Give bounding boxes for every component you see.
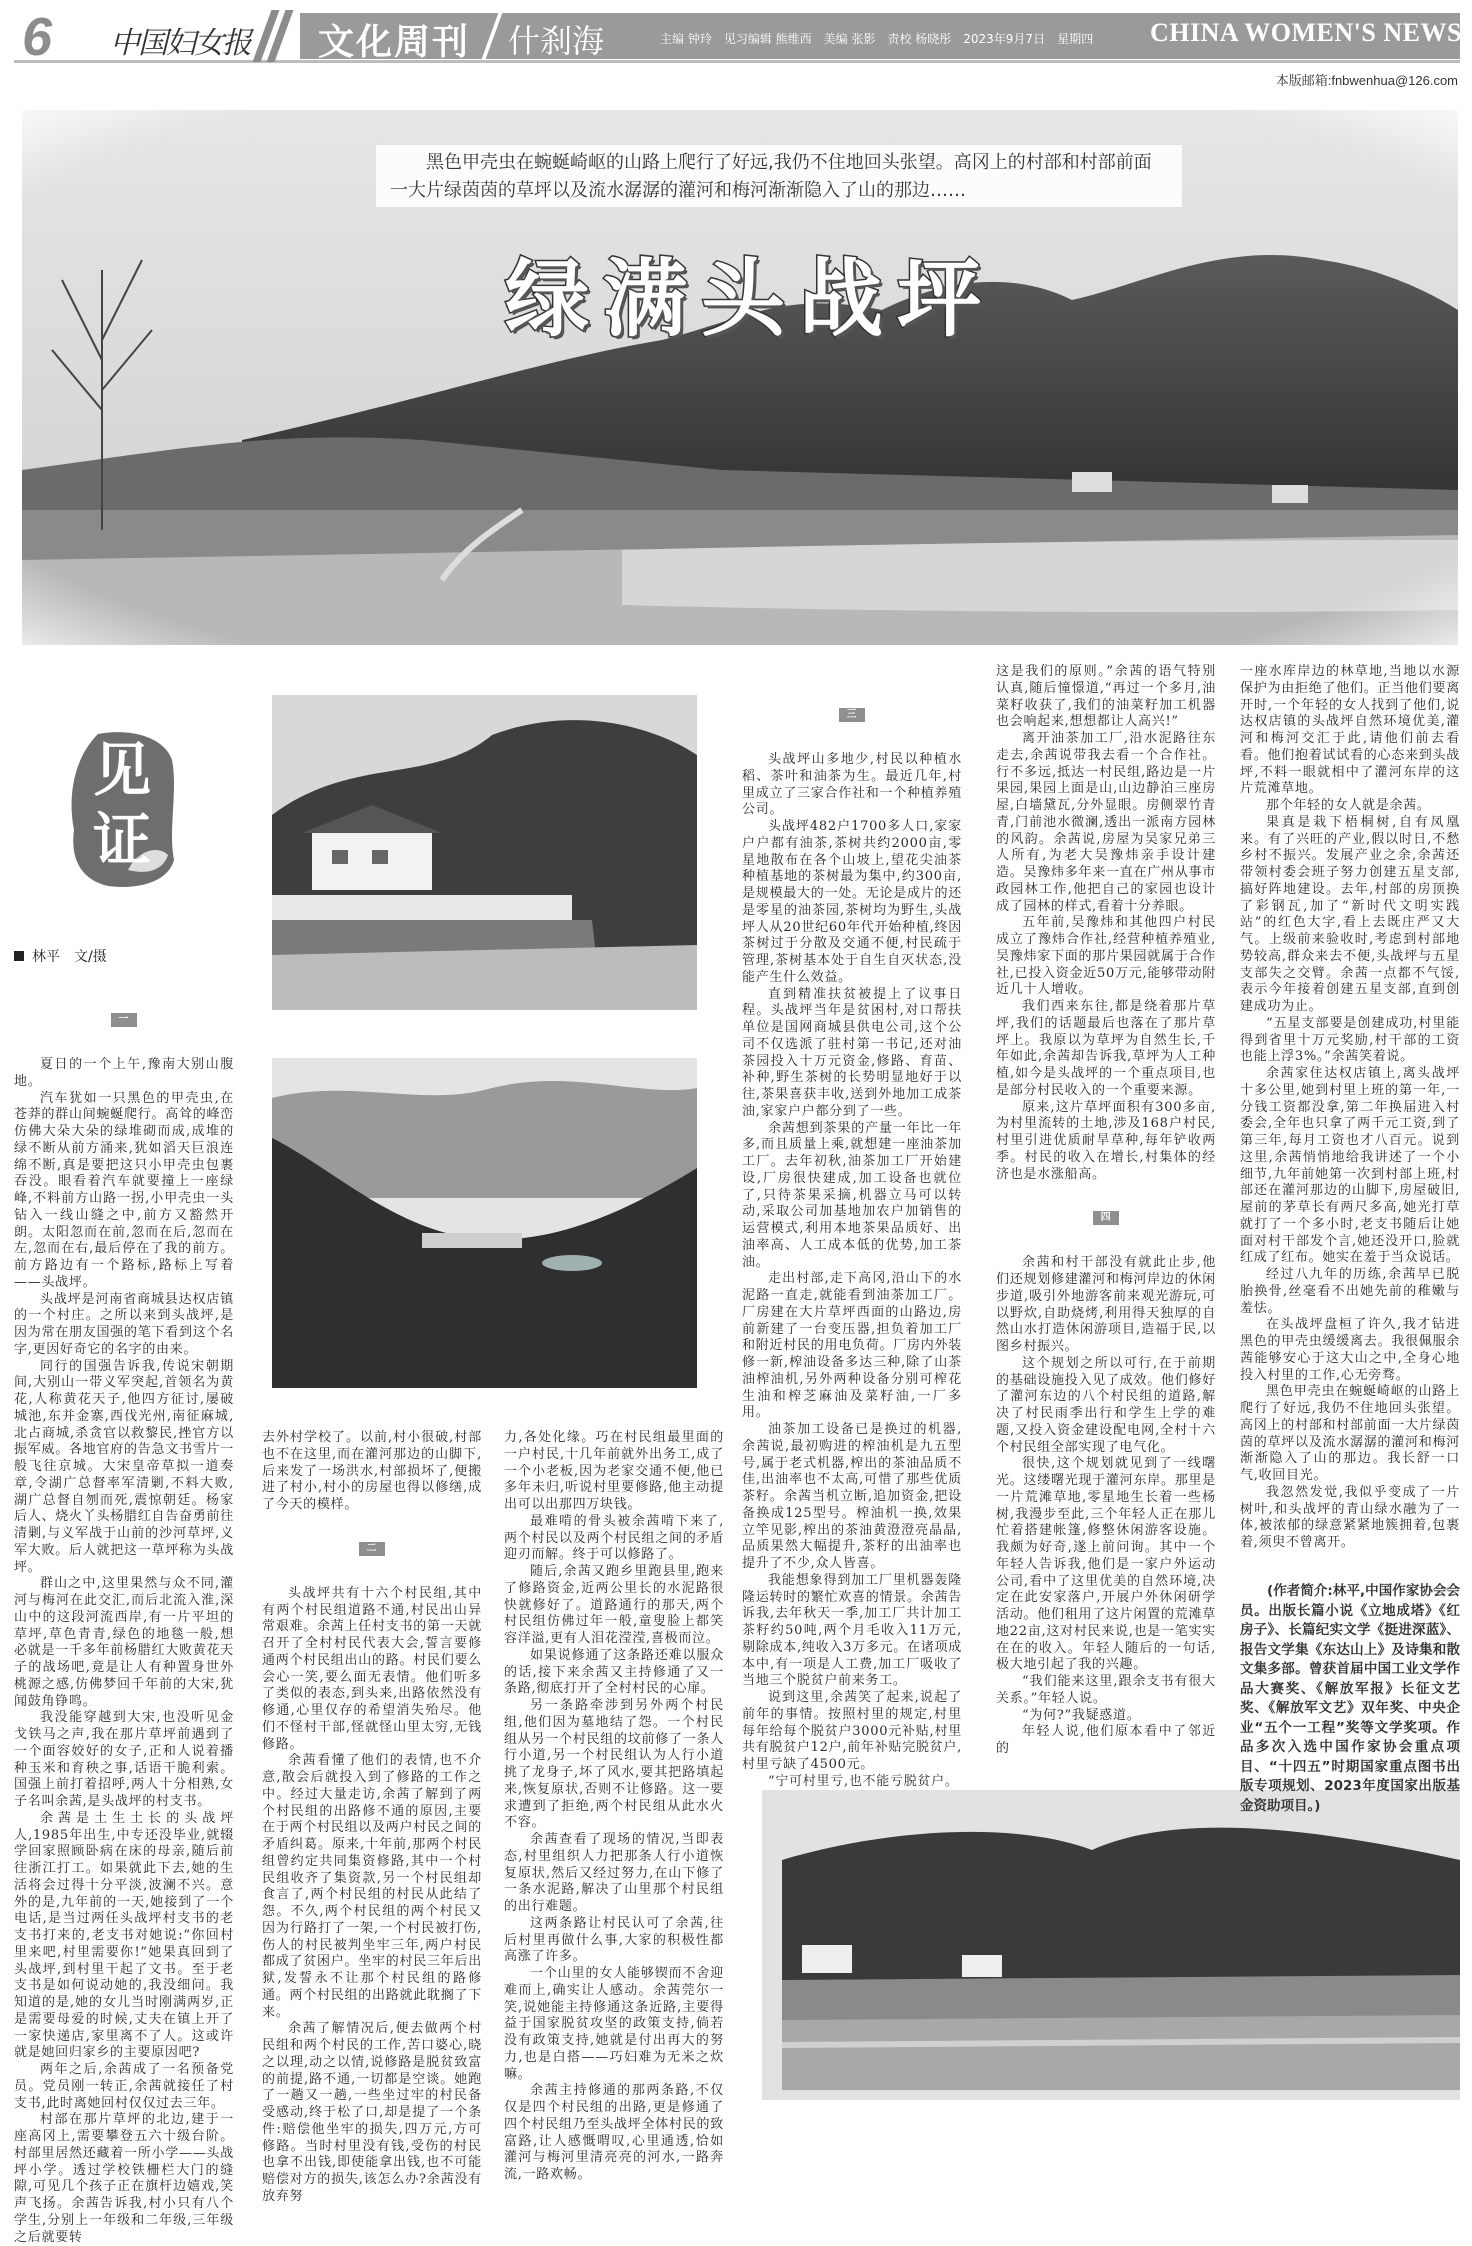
section-marker: 四 <box>1093 1211 1119 1225</box>
article-paragraph: 头战坪山多地少,村民以种植水稻、茶叶和油茶为生。最近几年,村里成立了三家合作社和一个种植养殖公司。 <box>742 752 962 818</box>
article-paragraph: 夏日的一个上午,豫南大别山腹地。 <box>14 1057 234 1089</box>
article-column-2 <box>262 1430 482 2204</box>
article-paragraph: 两年之后,余茜成了一名预备党员。党员刚一转正,余茜就接任了村支书,此时离她回村仅仅过去三年。 <box>14 2062 234 2111</box>
section-marker-wrap <box>996 1183 1216 1255</box>
article-paragraph: 很快,这个规划就见到了一线曙光。这缕曙光现于灌河东岸。那里是一片荒滩草地,零星地生长着一些杨树,我漫步至此,三个年轻人正在那儿忙着搭建帐篷,修整休闲游客设施。我颇为好奇,遂上前问询。其中一个年轻人告诉我,他们是一家户外运动公司,看中了这里优美的自然环境,决定在此安家落户,开展户外休闲研学活动。他们租用了这片闲置的荒滩草地22亩,这对村民来说,也是一笔实实在在的收入。年轻人随后的一句话,极大地引起了我的兴趣。 <box>996 1456 1216 1673</box>
mountain-valley-photo <box>272 1058 697 1388</box>
article-paragraph: 我忽然发觉,我似乎变成了一片树叶,和头战坪的青山绿水融为了一体,被浓郁的绿意紧紧地簇拥着,包裹着,须臾不曾离开。 <box>1240 1484 1460 1550</box>
article-paragraph: 我能想象得到加工厂里机器轰隆隆运转时的繁忙欢喜的情景。余茜告诉我,去年秋天一季,加工厂共计加工茶籽约50吨,两个月毛收入11万元,剔除成本,纯收入3万多元。在诸项成本中,有一项是人工费,加工厂吸收了当地三个脱贫户前来务工。 <box>742 1572 962 1689</box>
article-paragraph: 走出村部,走下高冈,沿山下的水泥路一直走,就能看到油茶加工厂。厂房建在大片草坪西面的山路边,房前新建了一台变压器,担负着加工厂和附近村民的用电负荷。厂房内外装修一新,榨油设备多达三种,除了山茶油榨油机,另外两种设备分别可榨花生油和榨芝麻油及菜籽油,一厂多用。 <box>742 1271 962 1421</box>
section-title: 文化周刊 <box>318 22 471 63</box>
article-paragraph: “宁可村里亏,也不能亏脱贫户。 <box>768 1773 959 1789</box>
article-column-3 <box>504 1430 724 2182</box>
article-paragraph: 去外村学校了。以前,村小很破,村部也不在这里,而在灌河那边的山脚下,后来发了一场洪水,村部损坏了,便搬进了村小,村小的房屋也得以修缮,成了今天的模样。 <box>262 1430 482 1512</box>
article-paragraph: 余茜想到茶果的产量一年比一年多,而且质量上乘,就想建一座油茶加工厂。去年初秋,油茶加工厂开始建设,厂房很快建成,加工设备也就位了,只待茶果采摘,机器立马可以转动,采取公司加基地加农户加销售的运营模式,利用本地茶果品质好、出油率高、人工成本低的优势,加工茶油。 <box>742 1120 962 1270</box>
article-paragraph: 说到这里,余茜笑了起来,说起了前年的事情。按照村里的规定,村里每年给每个脱贫户3000元补贴,村里共有脱贫户12户,前年补贴完脱贫户,村里亏缺了4500元。 <box>742 1690 962 1772</box>
article-paragraph: 余茜看懂了他们的表情,也不介意,散会后就投入到了修路的工作之中。经过大量走访,余茜了解到了两个村民组的出路修不通的原因,主要在于两个村民组以及两户村民之间的矛盾纠葛。原来,十年前,那两个村民组曾约定共同集资修路,其中一个村民组收齐了集资款,另一个村民组却食言了,两个村民组的村民从此结了怨。不久,两个村民组的两个村民又因为行路打了一架,一个村民被打伤,伤人的村民被判坐牢三年,两户村民都成了贫困户。坐牢的村民三年后出狱,发誓永不让那个村民组的路修通。两个村民组的出路就此耽搁了下来。 <box>262 1753 482 2020</box>
article-paragraph: 头战坪是河南省商城县达权店镇的一个村庄。之所以来到头战坪,是因为常在朋友国强的笔下看到这个名字,更因好奇它的名字的由来。 <box>14 1291 234 1357</box>
article-paragraph: 原来,这片草坪面积有300多亩,为村里流转的土地,涉及168户村民,村里引进优质耐旱草种,每年铲收两季。村民的收入在增长,村集体的经济也是水涨船高。 <box>996 1099 1216 1182</box>
article-paragraph: 黑色甲壳虫在蜿蜒崎岖的山路上爬行了好远,我仍不住地回头张望。高冈上的村部和村部前面一大片绿茵茵的草坪以及流水潺潺的灌河和梅河渐渐隐入了山的那边。我长舒一口气,收回目光。 <box>1240 1384 1460 1483</box>
riverbank-village-photo <box>762 1790 1460 2100</box>
article-paragraph: 余茜是土生土长的头战坪人,1985年出生,中专还没毕业,就辍学回家照顾卧病在床的母亲,随后前往浙江打工。如果就此下去,她的生活将会过得十分平淡,波澜不兴。意外的是,九年前的一天,她接到了一个电话,是当过两任头战坪村支书的老支书打来的,老支书对她说:“你回村里来吧,村里需要你!”她果真回到了头战坪,到村里干起了文书。至于老支书是如何说动她的,我没细问。我知道的是,她的女儿当时刚满两岁,正是需要母爱的时候,丈夫在镇上开了一家快递店,家里离不了人。这或许就是她回归家乡的主要原因吧? <box>14 1810 234 2061</box>
byline <box>14 946 107 966</box>
page-number: 6 <box>22 7 53 67</box>
article-paragraph: 群山之中,这里果然与众不同,灌河与梅河在此交汇,而后北流入淮,深山中的这段河流西岸,有一片平坦的草坪,草色青青,绿色的地毯一般,想必就是一千多年前杨腊红大败黄花天子的战场吧,竟是让人有种置身世外桃源之感,仿佛梦回千年前的大宋,犹闻鼓角铮鸣。 <box>14 1576 234 1709</box>
article-paragraph: 同行的国强告诉我,传说宋朝期间,大别山一带义军突起,首领名为黄花,人称黄花天子,他四方征讨,屡破城池,东并金寨,西伐光州,南征麻城,北占商城,杀贪官以救黎民,挫官方以振军威。各地官府的告急文书雪片一般飞往京城。大宋皇帝草拟一道奏章,令湖广总督率军清剿,不料大败,湖广总督自刎而死,震惊朝廷。杨家后人、烧火丫头杨腊红自告奋勇前往清剿,与义军战于山前的沙河草坪,义军大败。后人就把这一草坪称为头战坪。 <box>14 1358 234 1575</box>
article-column-5 <box>996 664 1216 1774</box>
article-paragraph: 离开油茶加工厂,沿水泥路往东走去,余茜说带我去看一个合作社。行不多远,抵达一村民组,路边是一片果园,果园上面是山,山边静泊三座房屋,白墙黛瓦,分外显眼。房侧翠竹青青,门前池水微澜,透出一派南方园林的风韵。余茜说,房屋为吴家兄弟三人所有,为老大吴豫炜亲手设计建造。吴豫炜多年来一直在广州从事市政园林工作,他把自己的家园也设计成了园林的样式,看着十分养眼。 <box>996 731 1216 914</box>
article-paragraph: 这个规划之所以可行,在于前期的基础设施投入见了成效。他们修好了灌河东边的八个村民组的道路,解决了村民雨季出行和学生上学的难题,又投入资金建设配电网,全村十六个村民组全部实现了电气化。 <box>996 1355 1216 1455</box>
article-paragraph: 头战坪共有十六个村民组,其中有两个村民组道路不通,村民出山异常艰难。余茜上任村支书的第一天就召开了全村村民代表大会,誓言要修通两个村民组出山的路。村民们要么会心一笑,要么面无表情。他们听多了类似的表态,到头来,出路依然没有修通,心里仅存的希望消失殆尽。他们不怪村干部,怪就怪山里太穷,无钱修路。 <box>262 1585 482 1752</box>
article-paragraph: 我们西来东往,都是绕着那片草坪,我们的话题最后也落在了那片草坪上。我原以为草坪为自然生长,千年如此,余茜却告诉我,草坪为人工种植,如今是头战坪的一个重点项目,也是部分村民收入的一个重要来源。 <box>996 999 1216 1098</box>
column-logo-text: 见证 <box>92 736 151 874</box>
article-paragraph: 那个年轻的女人就是余茜。 <box>1266 798 1431 813</box>
article-title: 绿满头战坪 <box>504 250 995 348</box>
newspaper-logo: 中国妇女报 <box>110 26 250 61</box>
article-paragraph: 我没能穿越到大宋,也没听见金戈铁马之声,我在那片草坪前遇到了一个面容姣好的女子,正和人说着播种玉米和育秧之事,话语干脆利索。国强上前打着招呼,两人十分相熟,女子名叫余茜,是头战坪的村支书。 <box>14 1710 234 1809</box>
article-paragraph: 余茜家住达权店镇上,离头战坪十多公里,她到村里上班的第一年,一分钱工资都没拿,第二年换届进入村委会,全年也只拿了两千元工资,到了第三年,每月工资也才八百元。说到这里,余茜悄悄地给我讲述了一个小细节,九年前她第一次到村部上班,村部还在灌河那边的山脚下,房屋破旧,屋前的茅草长有两尺多高,她光打草就打了一个多小时,老支书随后让她面对村干部发个言,她还没开口,脸就红成了红布。她实在羞于当众说话。 <box>1240 1066 1460 1266</box>
article-paragraph: 经过八九年的历练,余茜早已脱胎换骨,丝毫看不出她先前的稚嫩与羞怯。 <box>1240 1267 1460 1316</box>
article-paragraph: 一个山里的女人能够锲而不舍迎难而上,确实让人感动。余茜莞尔一笑,说她能主持修通这条近路,主要得益于国家脱贫攻坚的政策支持,倘若没有政策支持,她就是付出再大的努力,也是白搭——巧妇难为无米之炊嘛。 <box>504 1966 724 2082</box>
article-paragraph: 直到精准扶贫被提上了议事日程。头战坪当年是贫困村,对口帮扶单位是国网商城县供电公司,这个公司不仅选派了驻村第一书记,还对油茶园投入十万元资金,修路、育苗、补种,野生茶树的长势明显地好于以往,茶果喜获丰收,送到外地加工成茶油,家家户户都分到了一些。 <box>742 986 962 1119</box>
section-marker: 一 <box>111 1013 137 1027</box>
article-paragraph: 另一条路牵涉到另外两个村民组,他们因为墓地结了怨。一个村民组从另一个村民组的坟前修了一条人行小道,另一个村民组认为人行小道挑了龙身子,坏了风水,要其把路填起来,恢复原状,否则不让修路。这一要求遭到了拒绝,两个村民组从此水火不容。 <box>504 1698 724 1831</box>
english-newspaper-name: CHINA WOMEN'S NEWS <box>1150 18 1462 47</box>
section-email: 本版邮箱:fnbwenhua@126.com <box>1275 73 1458 88</box>
article-paragraph: 最难啃的骨头被余茜啃下来了,两个村民以及两个村民组之间的矛盾迎刃而解。终于可以修路了。 <box>504 1513 724 1563</box>
article-paragraph: 余茜了解情况后,便去做两个村民组和两个村民的工作,苦口婆心,晓之以理,动之以情,说修路是脱贫致富的前提,路不通,一切都是空谈。她跑了一趟又一趟,一些坐过牢的村民备受感动,终于松了口,却是提了一个条件:赔偿他坐牢的损失,四万元,方可修路。当时村里没有钱,受伤的村民也拿不出钱,即使能拿出钱,也不可能赔偿对方的损失,该怎么办?余茜没有放弃努 <box>262 2021 482 2204</box>
article-column-4 <box>742 680 962 1789</box>
article-paragraph: “五星支部要是创建成功,村里能得到省里十万元奖励,村干部的工资也能上浮3%。”余茜笑着说。 <box>1240 1015 1460 1065</box>
article-paragraph: 果真是栽下梧桐树,自有凤凰来。有了兴旺的产业,假以时日,不愁乡村不振兴。发展产业之余,余茜还带领村委会班子努力创建五星支部,搞好阵地建设。去年,村部的房顶换了彩钢瓦,加了“新时代文明实践站”的红色大字,看上去既庄严又大气。上级前来验收时,考虑到村部地势较高,群众来去不便,头战坪与五星支部失之交臂。余茜一点都不气馁,表示今年接着创建五星支部,直到创建成功为止。 <box>1240 814 1460 1014</box>
byline-text: 林平 文/摄 <box>32 949 107 965</box>
article-paragraph: 余茜主持修通的那两条路,不仅仅是四个村民组的出路,更是修通了四个村民组乃至头战坪全体村民的致富路,让人感慨喟叹,心里通透,恰如灌河与梅河里清亮亮的河水,一路奔流,一路欢畅。 <box>504 2083 724 2182</box>
article-paragraph: 力,各处化缘。巧在村民组最里面的一户村民,十几年前就外出务工,成了一个小老板,因为老家交通不便,他已多年未归,听说村里要修路,他主动提出可以出那四万块钱。 <box>504 1430 724 1512</box>
intro-blurb: 黑色甲壳虫在蜿蜒崎岖的山路上爬行了好远,我仍不住地回头张望。高冈上的村部和村部前面一大片绿茵茵的草坪以及流水潺潺的灌河和梅河渐渐隐入了山的那边…… <box>376 145 1182 207</box>
author-bio: (作者简介:林平,中国作家协会会员。出版长篇小说《立地成塔》《红房子》、长篇纪实文学《挺进深蓝》、报告文学集《东达山上》及诗集和散文集多部。曾获首届中国工业文学作品大赛奖、《解放军报》长征文艺奖、《解放军文艺》双年奖、中央企业“五个一工程”奖等文学奖项。作品多次入选中国作家协会重点项目、“十四五”时期国家重点图书出版专项规划、2023年度国家出版基金资助项目。) <box>1240 1583 1460 1814</box>
section-marker: 二 <box>359 1542 385 1556</box>
section-marker: 三 <box>839 708 865 722</box>
article-paragraph: 汽车犹如一只黑色的甲壳虫,在苍莽的群山间蜿蜒爬行。高耸的峰峦仿佛大朵大朵的绿堆砌而成,成堆的绿不断从前方涌来,犹如滔天巨浪连绵不断,真是要把这只小甲壳虫包裹吞没。眼看着汽车就要撞上一座绿峰,不料前方山路一拐,小甲壳虫一头钻入一线山缝之中,前方又豁然开朗。太阳忽而在前,忽而在后,忽而在左,忽而在右,最后停在了我的前方。前方路边有一个路标,路标上写着——头战坪。 <box>14 1090 234 1290</box>
article-paragraph: 头战坪482户1700多人口,家家户户都有油茶,茶树共约2000亩,零星地散布在各个山坡上,望花尖油茶种植基地的茶树最为集中,约300亩,是规模最大的一处。无论是成片的还是零星的油茶园,茶树均为野生,头战坪人从20世纪60年代开始种植,终因茶树过于分散及交通不便,村民疏于管理,茶树基本处于自生自灭状态,没能产生什么效益。 <box>742 819 962 985</box>
article-paragraph: 如果说修通了这条路还难以服众的话,接下来余茜又主持修通了又一条路,彻底打开了全村村民的心扉。 <box>504 1647 724 1697</box>
article-paragraph: 余茜和村干部没有就此止步,他们还规划修建灌河和梅河岸边的休闲步道,吸引外地游客前来观光游玩,可以野炊,自助烧烤,利用得天独厚的自然山水打造休闲游项目,造福于民,以图乡村振兴。 <box>996 1255 1216 1354</box>
article-paragraph: 余茜查看了现场的情况,当即表态,村里组织人力把那条人行小道恢复原状,然后又经过努力,在山下修了一条水泥路,解决了山里那个村民组的出行难题。 <box>504 1832 724 1914</box>
article-paragraph: 一座水库岸边的林草地,当地以水源保护为由拒绝了他们。正当他们要离开时,一个年轻的女人找到了他们,说达权店镇的头战坪自然环境优美,灌河和梅河交汇于此,请他们前去看看。他们抱着试试看的心态来到头战坪,不料一眼就相中了灌河东岸的这片荒滩草地。 <box>1240 664 1460 797</box>
article-paragraph: 在头战坪盘桓了许久,我才钻进黑色的甲壳虫缓缓离去。我很佩服余茜能够安心于这大山之中,全身心地投入村里的工作,心无旁骛。 <box>1240 1317 1460 1383</box>
article-paragraph: “为何?”我疑惑道。 <box>1022 1707 1141 1723</box>
article-paragraph: 这是我们的原则。”余茜的语气特别认真,随后憧憬道,“再过一个多月,油菜籽收获了,我们的油菜籽加工机器也会响起来,想想都让人高兴!” <box>996 664 1216 730</box>
article-paragraph: 油茶加工设备已是换过的机器,余茜说,最初购进的榨油机是九五型号,属于老式机器,榨出的茶油品质不佳,出油率也不太高,可惜了那些优质茶籽。余茜当机立断,追加资金,把设备换成125型号。榨油机一换,效果立竿见影,榨出的茶油黄澄澄亮晶晶,品质果然大幅提升,茶籽的出油率也提升了不少,众人皆喜。 <box>742 1422 962 1571</box>
article-column-1 <box>14 985 234 2245</box>
article-column-6 <box>1240 664 1460 1550</box>
article-paragraph: 五年前,吴豫炜和其他四户村民成立了豫炜合作社,经营种植养殖业,吴豫炜家下面的那片果园就属于合作社,已投入资金近50万元,能够带动附近几十人增收。 <box>996 915 1216 998</box>
bullet-square-icon <box>14 951 24 961</box>
article-paragraph: 年轻人说,他们原本看中了邻近的 <box>996 1724 1216 1756</box>
section-marker-wrap <box>262 1514 482 1586</box>
article-paragraph: 村部在那片草坪的北边,建于一座高冈上,需要攀登五六十级台阶。村部里居然还藏着一所小学——头战坪小学。透过学校铁栅栏大门的缝隙,可见几个孩子正在旗杆边嬉戏,笑声飞扬。余茜告诉我,村小只有八个学生,分别上一年级和二年级,三年级之后就要转 <box>14 2112 234 2245</box>
subsection-title: 什刹海 <box>508 22 605 60</box>
village-house-photo <box>272 695 697 1010</box>
article-paragraph: “我们能来这里,跟余支书有很大关系。”年轻人说。 <box>996 1674 1216 1706</box>
article-paragraph: 这两条路让村民认可了余茜,往后村里再做什么事,大家的积极性都高涨了许多。 <box>504 1915 724 1965</box>
editorial-credits: 主编 钟玲 见习编辑 熊维西 美编 张影 责校 杨晓彤 2023年9月7日 星期四 <box>660 32 1094 46</box>
article-paragraph: 随后,余茜又跑乡里跑县里,跑来了修路资金,近两公里长的水泥路很快就修好了。道路通行的那天,两个村民组仿佛过年一般,童叟脸上都笑容洋溢,更有人泪花滢滢,喜极而泣。 <box>504 1564 724 1646</box>
section-marker-wrap <box>14 985 234 1057</box>
section-marker-wrap <box>742 680 962 752</box>
